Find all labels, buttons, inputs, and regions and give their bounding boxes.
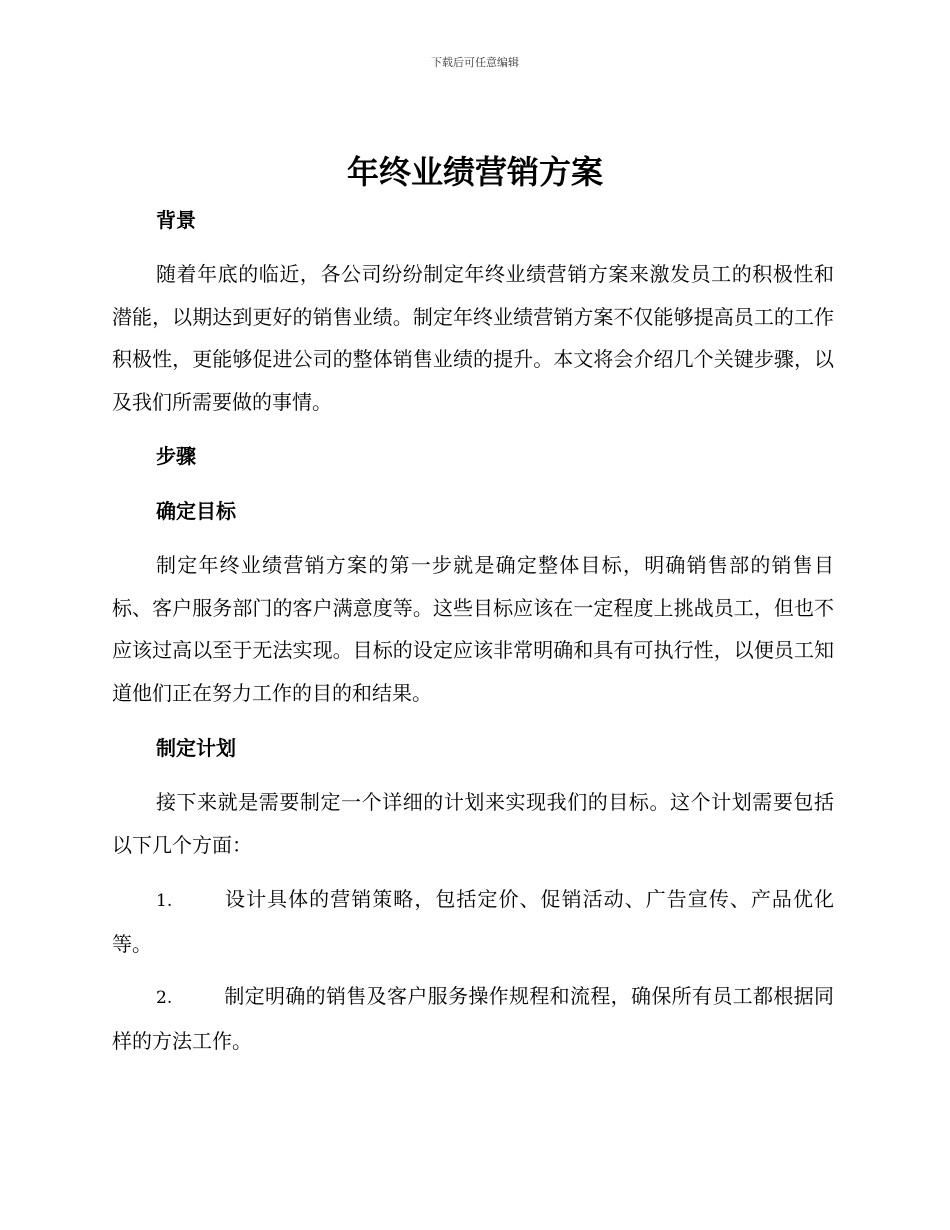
paragraph-goal: 制定年终业绩营销方案的第一步就是确定整体目标，明确销售部的销售目标、客户服务部门的客户满意度等。这些目标应该在一定程度上挑战员工，但也不应该过高以至于无法实现。目标的设定应该非常明确和具有可执行性，以便员工知道他们正在努力工作的目的和结果。 — [112, 553, 834, 705]
header-note: 下载后可任意编辑 — [431, 56, 519, 69]
section-heading-steps: 步骤 — [156, 444, 196, 468]
document-title: 年终业绩营销方案 — [346, 153, 603, 191]
list-item-number: 1. — [156, 891, 173, 911]
list-item-number: 2. — [156, 988, 173, 1008]
paragraph-background: 随着年底的临近，各公司纷纷制定年终业绩营销方案来激发员工的积极性和潜能，以期达到更好的销售业绩。制定年终业绩营销方案不仅能够提高员工的工作积极性，更能够促进公司的整体销售业绩的提升。本文将会介绍几个关键步骤，以及我们所需要做的事情。 — [112, 262, 834, 414]
list-item-text: 设计具体的营销策略，包括定价、促销活动、广告宣传、产品优化等。 — [112, 887, 834, 956]
section-heading-goal: 确定目标 — [156, 499, 236, 523]
list-item — [112, 975, 834, 1062]
section-heading-background: 背景 — [156, 208, 196, 232]
list-item — [112, 878, 834, 965]
paragraph-plan: 接下来就是需要制定一个详细的计划来实现我们的目标。这个计划需要包括以下几个方面： — [112, 790, 834, 857]
section-heading-plan: 制定计划 — [156, 736, 236, 760]
list-item-text: 制定明确的销售及客户服务操作规程和流程，确保所有员工都根据同样的方法工作。 — [112, 984, 834, 1053]
